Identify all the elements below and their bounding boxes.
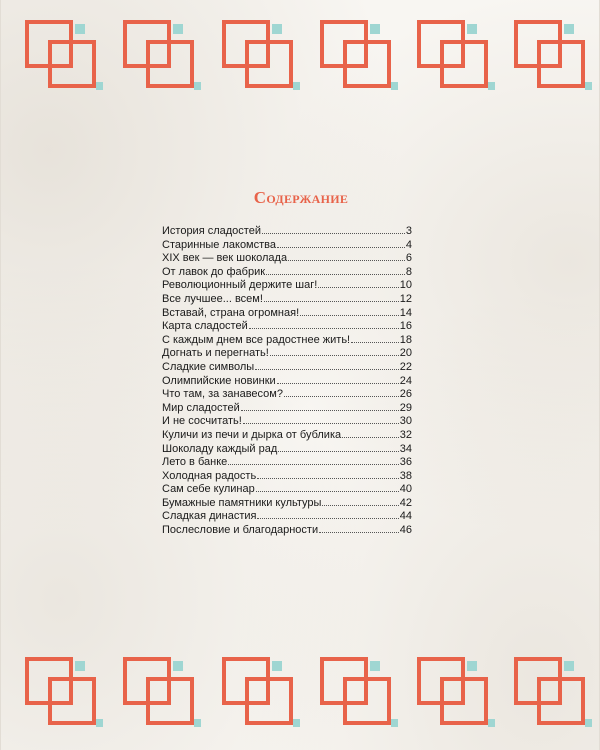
- toc-entry-page: 10: [399, 279, 412, 292]
- toc-leader-dots: [284, 387, 399, 397]
- toc-entry: [162, 238, 412, 252]
- toc-entry: [162, 319, 412, 333]
- toc-leader-dots: [270, 346, 399, 356]
- overlapping-squares-icon: [220, 655, 300, 735]
- toc-entry: [162, 509, 412, 523]
- overlapping-squares-icon: [318, 18, 398, 98]
- toc-entry: [162, 360, 412, 374]
- toc-entry-title: Куличи из печи и дырка от бублика: [162, 428, 342, 441]
- toc-entry-page: 30: [399, 415, 412, 428]
- overlapping-squares-icon: [512, 655, 592, 735]
- toc-entry-page: 8: [405, 265, 412, 278]
- toc-entry-title: Мир сладостей: [162, 401, 240, 414]
- toc-leader-dots: [257, 469, 399, 479]
- toc-entry: [162, 401, 412, 415]
- toc-entry: [162, 346, 412, 360]
- overlapping-squares-icon: [121, 18, 201, 98]
- toc-entry: [162, 523, 412, 537]
- toc-entry-title: Вставай, страна огромная!: [162, 306, 300, 319]
- toc-leader-dots: [257, 509, 398, 519]
- toc-entry-title: Революционный держите шаг!: [162, 279, 318, 292]
- toc-leader-dots: [262, 224, 405, 234]
- toc-entry-title: Все лучшее... всем!: [162, 292, 263, 305]
- toc-entry-page: 3: [405, 225, 412, 237]
- toc-entry: [162, 442, 412, 456]
- toc-entry: [162, 333, 412, 347]
- toc-entry-page: 29: [399, 401, 412, 414]
- toc-leader-dots: [256, 482, 399, 492]
- toc-entry: [162, 469, 412, 483]
- toc-title: Содержание: [253, 188, 349, 207]
- toc-leader-dots: [319, 523, 399, 533]
- table-of-contents: [162, 224, 412, 537]
- toc-entry-title: От лавок до фабрик: [162, 265, 266, 278]
- toc-entry: [162, 482, 412, 496]
- toc-leader-dots: [243, 414, 399, 424]
- toc-entry: [162, 374, 412, 388]
- toc-entry-page: 36: [399, 456, 412, 469]
- toc-entry-page: 26: [399, 388, 412, 401]
- toc-entry-page: 40: [399, 483, 412, 496]
- overlapping-squares-icon: [415, 655, 495, 735]
- toc-leader-dots: [264, 292, 399, 302]
- toc-entry: [162, 387, 412, 401]
- toc-entry-title: И не сосчитать!: [162, 415, 242, 428]
- toc-entry-title: Догнать и перегнать!: [162, 347, 269, 360]
- toc-entry-title: Карта сладостей: [162, 320, 248, 333]
- toc-entry-title: Бумажные памятники культуры: [162, 496, 322, 509]
- toc-entry: [162, 265, 412, 279]
- toc-leader-dots: [241, 401, 399, 411]
- toc-entry-page: 32: [399, 428, 412, 441]
- toc-entry-title: Послесловие и благодарности: [162, 524, 319, 537]
- toc-entry-page: 46: [399, 524, 412, 537]
- toc-entry-page: 14: [399, 306, 412, 319]
- toc-entry: [162, 278, 412, 292]
- overlapping-squares-icon: [23, 655, 103, 735]
- toc-leader-dots: [228, 455, 398, 465]
- overlapping-squares-icon: [23, 18, 103, 98]
- toc-entry-page: 18: [399, 333, 412, 346]
- toc-entry-page: 42: [399, 496, 412, 509]
- toc-entry: [162, 251, 412, 265]
- top-ornament-border: [1, 18, 600, 98]
- toc-entry: [162, 496, 412, 510]
- toc-leader-dots: [300, 306, 399, 316]
- toc-leader-dots: [318, 278, 398, 288]
- toc-leader-dots: [249, 319, 399, 329]
- toc-entry-page: 4: [405, 238, 412, 251]
- toc-entry-page: 6: [405, 252, 412, 265]
- toc-entry: [162, 224, 412, 238]
- toc-entry-page: 38: [399, 469, 412, 482]
- overlapping-squares-icon: [220, 18, 300, 98]
- toc-leader-dots: [278, 442, 399, 452]
- toc-entry-page: 22: [399, 360, 412, 373]
- toc-leader-dots: [266, 265, 405, 275]
- toc-entry-page: 20: [399, 347, 412, 360]
- toc-entry-title: Что там, за занавесом?: [162, 388, 283, 401]
- toc-entry-title: Старинные лакомства: [162, 238, 276, 251]
- overlapping-squares-icon: [318, 655, 398, 735]
- toc-leader-dots: [351, 333, 399, 343]
- toc-entry-title: Холодная радость: [162, 469, 257, 482]
- toc-entry-title: Сладкая династия: [162, 510, 257, 523]
- toc-entry: [162, 292, 412, 306]
- toc-leader-dots: [277, 238, 405, 248]
- overlapping-squares-icon: [121, 655, 201, 735]
- toc-entry-title: Шоколаду каждый рад: [162, 442, 278, 455]
- toc-entry-title: Сам себе кулинар: [162, 483, 255, 496]
- toc-entry: [162, 428, 412, 442]
- toc-entry-title: Олимпийские новинки: [162, 374, 276, 387]
- toc-leader-dots: [342, 428, 399, 438]
- toc-leader-dots: [322, 496, 398, 506]
- toc-entry-title: Лето в банке: [162, 456, 228, 469]
- toc-leader-dots: [277, 374, 399, 384]
- toc-entry: [162, 414, 412, 428]
- toc-entry-page: 34: [399, 442, 412, 455]
- toc-entry-page: 16: [399, 320, 412, 333]
- overlapping-squares-icon: [512, 18, 592, 98]
- toc-entry-title: История сладостей: [162, 225, 261, 237]
- bottom-ornament-border: [1, 655, 600, 735]
- toc-entry-title: XIX век — век шоколада: [162, 252, 288, 265]
- toc-leader-dots: [255, 360, 399, 370]
- toc-entry-page: 12: [399, 292, 412, 305]
- toc-entry-page: 24: [399, 374, 412, 387]
- toc-entry: [162, 455, 412, 469]
- toc-entry: [162, 306, 412, 320]
- toc-leader-dots: [288, 251, 405, 261]
- overlapping-squares-icon: [415, 18, 495, 98]
- toc-entry-title: С каждым днем все радостнее жить!: [162, 333, 351, 346]
- toc-entry-page: 44: [399, 510, 412, 523]
- toc-entry-title: Сладкие символы: [162, 360, 255, 373]
